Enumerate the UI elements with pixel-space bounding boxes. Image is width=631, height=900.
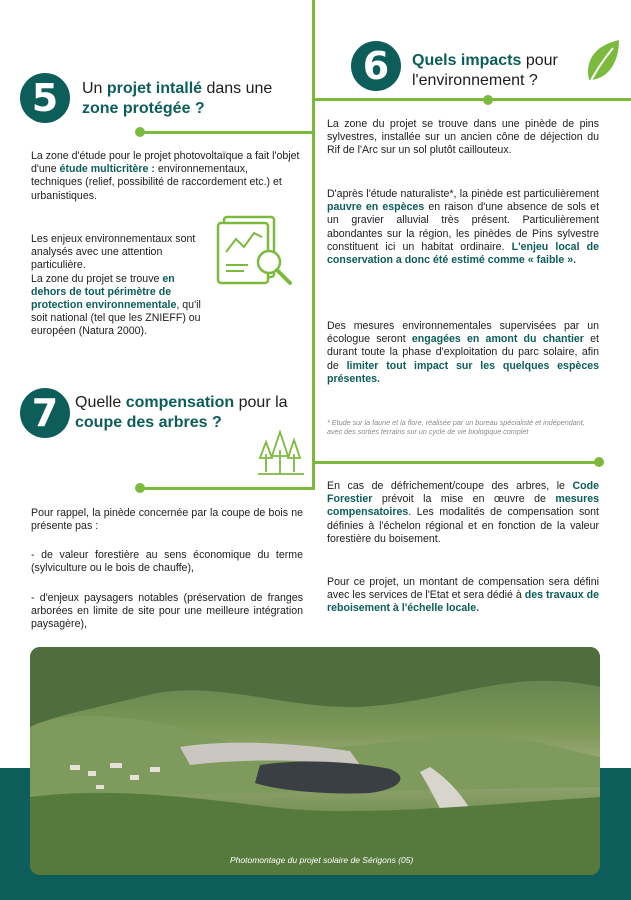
section-paragraph: Pour ce projet, un montant de compensation sera défini avec les services de l'Etat et sera dédié à des travaux de reboisement à l'échelle locale. [327, 576, 599, 615]
section-paragraph: D'après l'étude naturaliste*, la pinède est particulièrement pauvre en espèces en raison d'une absence de sols et un gravier alluvial très présent. Particulièrement abondantes sur la région, les pinèdes de Pins sylvestre constituent ici un habitat ordinaire. L'enjeu local de conservation a donc été estimé comme « faible ». [327, 188, 600, 267]
divider-horizontal-6 [315, 98, 631, 101]
divider-horizontal-7 [138, 487, 315, 490]
landscape-photo [30, 647, 600, 875]
section-paragraph: Des mesures environnementales supervisées par un écologue seront engagées en amont du chantier et durant toute la phase d'exploitation du parc solaire, afin de limiter tout impact sur les quelques espèces présentes. [327, 320, 599, 385]
leaf-icon [583, 38, 623, 90]
section-title: Un projet intallé dans une zone protégée ? [82, 80, 273, 117]
section-number-badge: 6 [351, 41, 401, 91]
divider-dot [594, 457, 604, 467]
photo-caption: Photomontage du projet solaire de Sérigons (05) [230, 855, 414, 865]
section-paragraph: Pour rappel, la pinède concernée par la coupe de bois ne présente pas : [31, 507, 303, 533]
section-title: Quels impacts pour l'environnement ? [412, 52, 558, 89]
section-paragraph: En cas de défrichement/coupe des arbres, le Code Forestier prévoit la mise en œuvre de mesures compensatoires. Les modalités de compensation sont définies à l'échelon régional et en fonction de la valeur forestière du boisement. [327, 480, 599, 545]
divider-dot [135, 483, 145, 493]
section-paragraph: La zone du projet se trouve dans une pinède de pins sylvestres, installée sur un ancien cône de déjection du Rif de l'Arc sur un sol plutôt caillouteux. [327, 118, 599, 157]
section-paragraph: Les enjeux environnementaux sont analysés avec une attention particulière. La zone du projet se trouve en dehors de tout périmètre de protection environnementale, qu'il soit national (tel que les ZNIEFF) ou européen (Natura 2000). [31, 233, 201, 338]
divider-dot [483, 95, 493, 105]
footnote: * Etude sur la faune et la flore, réalisée par un bureau spécialisté et indépendant, avec des sorties terrains sur un cycle de vie biologique complet [327, 418, 585, 436]
section-title: Quelle compensation pour la coupe des arbres ? [75, 394, 288, 431]
divider-horizontal-5 [138, 131, 315, 134]
trees-icon [258, 428, 304, 476]
divider-vertical-mid [312, 98, 315, 490]
section-paragraph: La zone d'étude pour le projet photovoltaïque a fait l'objet d'une étude multicritère : environnementaux, techniques (relief, possibilité de raccordement etc.) et urbanistiques. [31, 150, 300, 202]
section-paragraph: - de valeur forestière au sens économique du terme (sylviculture ou le bois de chauffe), [31, 549, 303, 575]
section-paragraph: - d'enjeux paysagers notables (préservation de franges arborées en limite de site pour une meilleure intégration paysagère), [31, 592, 303, 631]
divider-dot [135, 127, 145, 137]
divider-horizontal-right [315, 461, 602, 464]
section-number-badge: 7 [20, 388, 70, 438]
section-number-badge: 5 [20, 73, 70, 123]
study-document-magnifier-icon [214, 207, 300, 287]
